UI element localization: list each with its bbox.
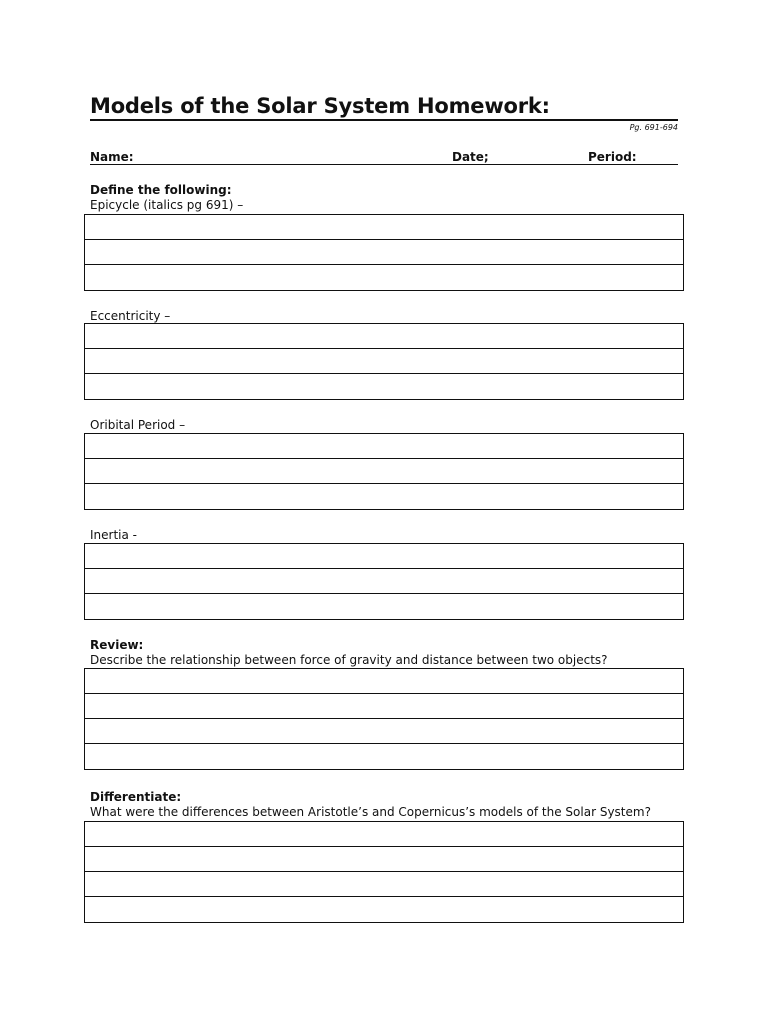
differentiate-answer-box[interactable] (84, 821, 684, 923)
date-label: Date; (452, 150, 489, 164)
answer-line[interactable] (85, 374, 683, 399)
answer-line[interactable] (85, 544, 683, 569)
answer-line[interactable] (85, 822, 683, 847)
answer-line[interactable] (85, 669, 683, 694)
answer-line[interactable] (85, 434, 683, 459)
student-info-line (90, 150, 678, 165)
answer-line[interactable] (85, 694, 683, 719)
answer-line[interactable] (85, 349, 683, 374)
answer-line[interactable] (85, 744, 683, 769)
name-label: Name: (90, 150, 134, 164)
epicycle-answer-box[interactable] (84, 214, 684, 291)
answer-line[interactable] (85, 569, 683, 594)
page-title: Models of the Solar System Homework: (90, 94, 550, 118)
review-answer-box[interactable] (84, 668, 684, 770)
answer-line[interactable] (85, 484, 683, 509)
orbital-period-prompt: Oribital Period – (90, 418, 186, 432)
review-heading: Review: (90, 638, 144, 652)
answer-line[interactable] (85, 897, 683, 922)
answer-line[interactable] (85, 594, 683, 619)
review-prompt: Describe the relationship between force of gravity and distance between two objects? (90, 653, 608, 667)
answer-line[interactable] (85, 240, 683, 265)
eccentricity-answer-box[interactable] (84, 323, 684, 400)
define-heading: Define the following: (90, 183, 232, 197)
epicycle-prompt: Epicycle (italics pg 691) – (90, 198, 244, 212)
answer-line[interactable] (85, 459, 683, 484)
answer-line[interactable] (85, 719, 683, 744)
orbital-period-answer-box[interactable] (84, 433, 684, 510)
period-label: Period: (588, 150, 637, 164)
answer-line[interactable] (85, 324, 683, 349)
inertia-prompt: Inertia - (90, 528, 137, 542)
answer-line[interactable] (85, 265, 683, 290)
title-underline (90, 119, 678, 121)
answer-line[interactable] (85, 215, 683, 240)
page-reference: Pg. 691-694 (629, 123, 678, 132)
differentiate-heading: Differentiate: (90, 790, 182, 804)
differentiate-prompt: What were the differences between Aristotle’s and Copernicus’s models of the Solar System? (90, 805, 651, 819)
eccentricity-prompt: Eccentricity – (90, 309, 171, 323)
answer-line[interactable] (85, 872, 683, 897)
answer-line[interactable] (85, 847, 683, 872)
inertia-answer-box[interactable] (84, 543, 684, 620)
